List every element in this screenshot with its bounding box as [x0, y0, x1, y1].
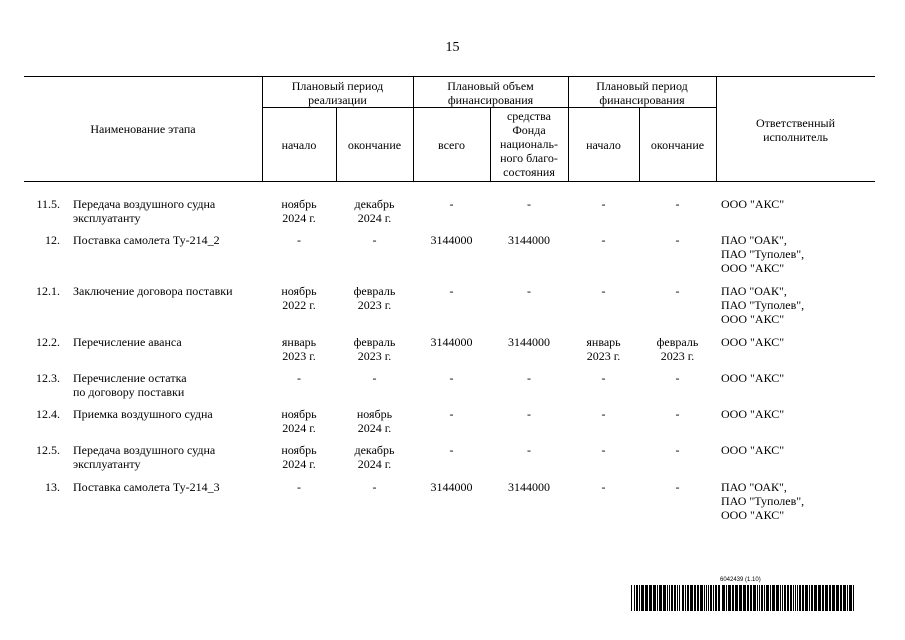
cell-stage-name: Передача воздушного судна эксплуатанту — [73, 197, 216, 225]
cell-row-number: 12.2. — [36, 335, 60, 349]
cell-responsible: ООО "АКС" — [721, 335, 785, 349]
cell-fin-fund: 3144000 — [508, 480, 550, 494]
cell-responsible: ПАО "ОАК", ПАО "Туполев", ООО "АКС" — [721, 284, 805, 326]
cell-fin-start: - — [601, 284, 606, 298]
cell-fin-fund: 3144000 — [508, 335, 550, 349]
cell-impl-start: ноябрь 2022 г. — [281, 284, 317, 312]
cell-stage-name: Перечисление остатка по договору поставки — [73, 371, 187, 399]
cell-responsible: ПАО "ОАК", ПАО "Туполев", ООО "АКС" — [721, 480, 805, 522]
header-bottom-rule — [24, 181, 875, 182]
cell-fin-fund: 3144000 — [508, 233, 550, 247]
header-end: окончание — [347, 138, 402, 152]
cell-impl-end: - — [372, 233, 377, 247]
cell-stage-name: Перечисление аванса — [73, 335, 182, 349]
cell-fin-fund: - — [527, 284, 531, 298]
cell-fin-start: - — [601, 197, 606, 211]
cell-impl-start: январь 2023 г. — [281, 335, 317, 363]
cell-fin-start: - — [601, 407, 606, 421]
cell-row-number: 12.1. — [36, 284, 60, 298]
cell-fin-fund: - — [527, 197, 531, 211]
cell-fin-total: - — [449, 284, 454, 298]
barcode-label: 6042439 (1.10) — [720, 577, 761, 583]
cell-impl-end: декабрь 2024 г. — [354, 443, 395, 471]
cell-fin-start: - — [601, 480, 606, 494]
cell-fin-total: - — [449, 443, 454, 457]
cell-stage-name: Поставка самолета Ту-214_2 — [73, 233, 220, 247]
cell-responsible: ООО "АКС" — [721, 443, 785, 457]
cell-fin-end: - — [675, 197, 680, 211]
cell-row-number: 11.5. — [36, 197, 60, 211]
cell-fin-end: - — [675, 371, 680, 385]
cell-impl-end: - — [372, 480, 377, 494]
cell-impl-start: - — [297, 371, 301, 385]
header-top-rule — [24, 76, 875, 77]
cell-fin-end: - — [675, 407, 680, 421]
cell-fin-end: - — [675, 480, 680, 494]
cell-row-number: 12.3. — [36, 371, 60, 385]
cell-fin-end: - — [675, 443, 680, 457]
cell-fin-start: - — [601, 443, 606, 457]
header-impl-period: Плановый период реализации — [291, 79, 384, 107]
cell-responsible: ООО "АКС" — [721, 371, 785, 385]
cell-impl-start: - — [297, 480, 301, 494]
cell-row-number: 13. — [45, 480, 60, 494]
cell-impl-start: ноябрь 2024 г. — [281, 197, 317, 225]
cell-fin-total: 3144000 — [430, 233, 473, 247]
cell-impl-start: ноябрь 2024 г. — [281, 407, 317, 435]
cell-stage-name: Передача воздушного судна эксплуатанту — [73, 443, 216, 471]
cell-responsible: ООО "АКС" — [721, 407, 785, 421]
cell-fin-start: январь 2023 г. — [586, 335, 621, 363]
page-number: 15 — [445, 40, 460, 55]
cell-row-number: 12.5. — [36, 443, 60, 457]
header-fin-end: окончание — [650, 138, 705, 152]
cell-fin-total: - — [449, 407, 454, 421]
cell-stage-name: Заключение договора поставки — [73, 284, 233, 298]
cell-fin-end: февраль 2023 г. — [656, 335, 699, 363]
cell-fin-start: - — [601, 371, 606, 385]
cell-impl-end: февраль 2023 г. — [353, 284, 396, 312]
barcode-image — [631, 585, 857, 611]
cell-row-number: 12. — [45, 233, 60, 247]
cell-fin-fund: - — [527, 371, 531, 385]
cell-fin-total: 3144000 — [430, 335, 473, 349]
cell-impl-end: февраль 2023 г. — [353, 335, 396, 363]
cell-responsible: ООО "АКС" — [721, 197, 785, 211]
header-fund: средства Фонда националь- ного благо- состояния — [500, 109, 558, 179]
header-subrule — [262, 107, 716, 108]
cell-fin-end: - — [675, 233, 680, 247]
cell-impl-start: ноябрь 2024 г. — [281, 443, 317, 471]
header-fin-period: Плановый период финансирования — [596, 79, 688, 107]
header-total: всего — [437, 138, 466, 152]
cell-impl-end: декабрь 2024 г. — [354, 197, 395, 225]
header-fin-volume: Плановый объем финансирования — [447, 79, 534, 107]
cell-fin-start: - — [601, 233, 606, 247]
cell-fin-fund: - — [527, 407, 531, 421]
header-responsible: Ответственный исполнитель — [755, 116, 836, 144]
header-fin-start: начало — [586, 138, 621, 152]
cell-fin-total: - — [449, 371, 454, 385]
header-start: начало — [281, 138, 317, 152]
cell-fin-fund: - — [527, 443, 531, 457]
header-stage-name: Наименование этапа — [90, 122, 196, 136]
cell-impl-end: ноябрь 2024 г. — [356, 407, 393, 435]
cell-fin-total: 3144000 — [430, 480, 473, 494]
cell-responsible: ПАО "ОАК", ПАО "Туполев", ООО "АКС" — [721, 233, 805, 275]
cell-fin-end: - — [675, 284, 680, 298]
cell-stage-name: Поставка самолета Ту-214_3 — [73, 480, 220, 494]
cell-fin-total: - — [449, 197, 454, 211]
cell-row-number: 12.4. — [36, 407, 60, 421]
cell-stage-name: Приемка воздушного судна — [73, 407, 213, 421]
cell-impl-start: - — [297, 233, 301, 247]
cell-impl-end: - — [372, 371, 377, 385]
